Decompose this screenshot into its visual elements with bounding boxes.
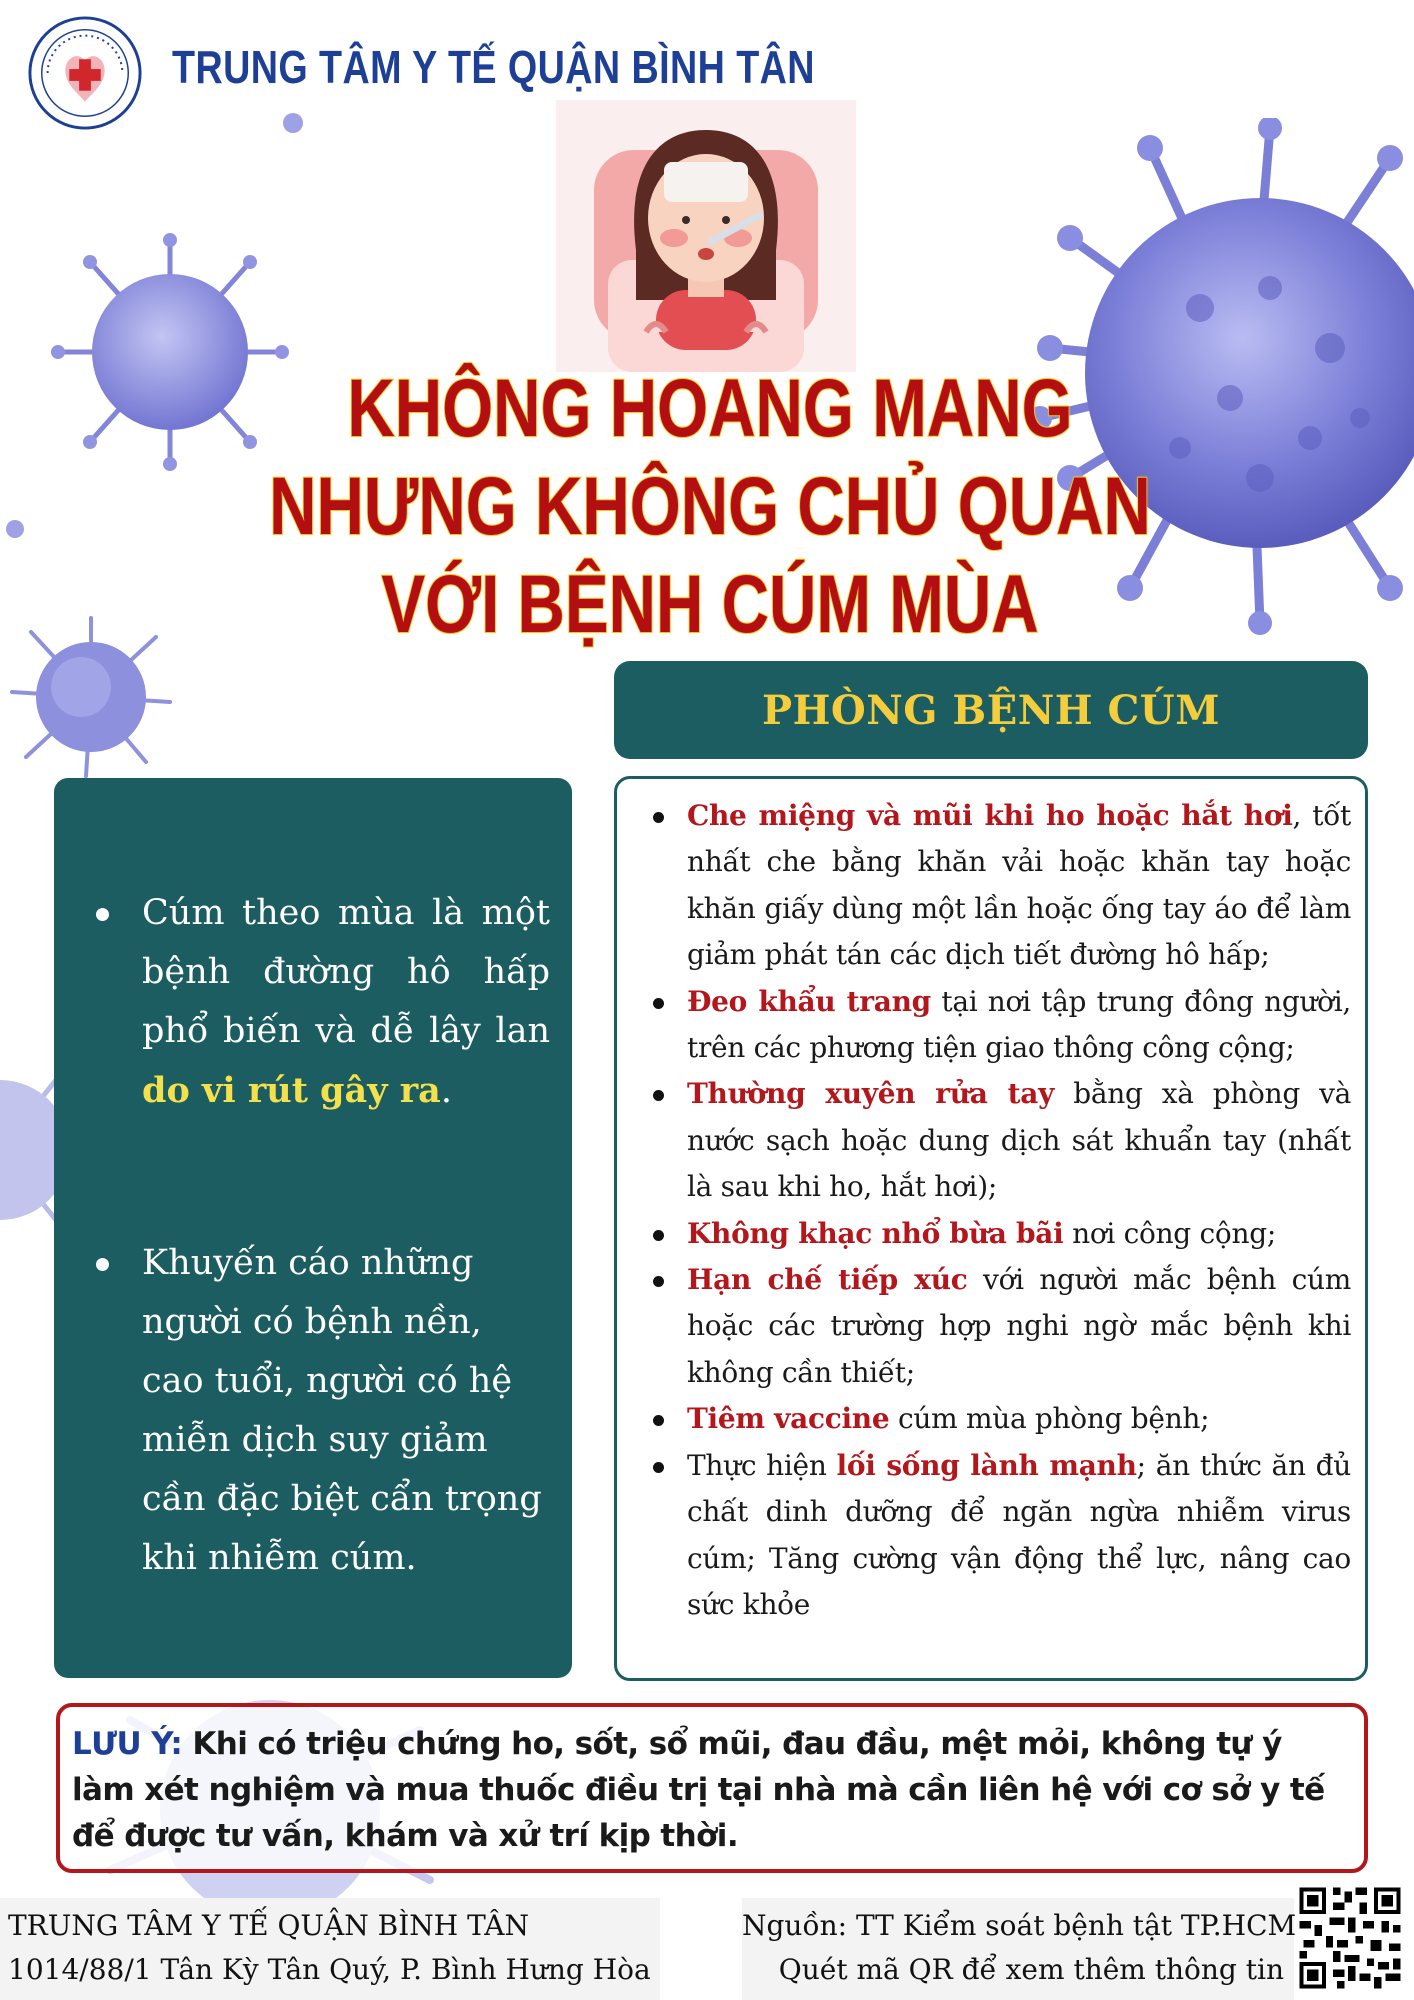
sick-girl-thermometer-icon bbox=[556, 100, 856, 372]
warning-label: LƯU Ý: bbox=[72, 1726, 183, 1762]
prevention-text: Thực hiện bbox=[687, 1448, 837, 1482]
prevention-keyword: Tiêm vaccine bbox=[687, 1402, 890, 1436]
prevention-text: tại nơi tập trung đông người, trên các phương tiện giao thông công cộng; bbox=[687, 984, 1351, 1065]
headline-line: KHÔNG HOANG MANG bbox=[347, 363, 1073, 454]
prevention-keyword: lối sống lành mạnh bbox=[836, 1448, 1137, 1482]
org-title: TRUNG TÂM Y TẾ QUẬN BÌNH TÂN bbox=[172, 41, 815, 93]
prevention-text: bằng xà phòng và nước sạch hoặc dung dịch sát khuẩn tay (nhất là sau khi ho, hắt hơi); bbox=[687, 1077, 1352, 1204]
prevention-keyword: Che miệng và mũi khi ho hoặc hắt hơi bbox=[687, 799, 1293, 832]
warning-text: Khi có triệu chứng ho, sốt, sổ mũi, đau đầu, mệt mỏi, không tự ý làm xét nghiệm và mua thuốc điều trị tại nhà mà cần liên hệ với cơ sở y tế để được tư vấn, khám và xử trí kịp thời. bbox=[72, 1726, 1325, 1854]
flu-info-box bbox=[54, 778, 572, 1678]
flu-info-text: Cúm theo mùa là một bệnh đường hô hấp phổ biến và dễ lây lan bbox=[142, 893, 550, 1051]
list-item bbox=[631, 1257, 1351, 1396]
list-item bbox=[631, 793, 1351, 979]
medical-center-logo-icon bbox=[26, 14, 144, 132]
footer-org-name: TRUNG TÂM Y TẾ QUẬN BÌNH TÂN bbox=[8, 1909, 529, 1942]
headline bbox=[130, 360, 1290, 654]
prevention-section-header bbox=[614, 661, 1368, 759]
footer-address: 1014/88/1 Tân Kỳ Tân Quý, P. Bình Hưng Hòa bbox=[8, 1953, 651, 1986]
footer-qr-hint: Quét mã QR để xem thêm thông tin bbox=[778, 1953, 1284, 1986]
footer-source bbox=[742, 1898, 1297, 2000]
virus-tiny-icon bbox=[2, 516, 28, 542]
virus-tiny-icon bbox=[278, 108, 308, 138]
list-item bbox=[631, 1211, 1351, 1257]
list-item bbox=[100, 1234, 550, 1588]
flu-info-highlight: do vi rút gây ra bbox=[142, 1070, 441, 1111]
prevention-text: nơi công cộng; bbox=[1063, 1216, 1276, 1250]
prevention-box bbox=[614, 776, 1368, 1681]
prevention-text: ; ăn thức ăn đủ chất dinh dưỡng để ngăn ngừa nhiễm virus cúm; Tăng cường vận động thể lực, nâng cao sức khỏe bbox=[687, 1448, 1351, 1621]
headline-line: VỚI BỆNH CÚM MÙA bbox=[381, 559, 1039, 650]
list-item bbox=[100, 884, 550, 1121]
list-item bbox=[631, 1443, 1351, 1629]
list-item bbox=[631, 1071, 1351, 1210]
prevention-text: cúm mùa phòng bệnh; bbox=[889, 1402, 1210, 1436]
flu-info-tail: . bbox=[440, 1071, 452, 1111]
list-item bbox=[631, 979, 1351, 1072]
prevention-keyword: Không khạc nhổ bừa bãi bbox=[687, 1216, 1064, 1250]
headline-line: NHƯNG KHÔNG CHỦ QUAN bbox=[269, 461, 1151, 552]
prevention-title: PHÒNG BỆNH CÚM bbox=[762, 686, 1220, 734]
prevention-keyword: Hạn chế tiếp xúc bbox=[687, 1263, 968, 1297]
prevention-list bbox=[631, 793, 1351, 1628]
footer-source-text: Nguồn: TT Kiểm soát bệnh tật TP.HCM bbox=[742, 1909, 1297, 1942]
list-item bbox=[631, 1396, 1351, 1442]
prevention-keyword: Đeo khẩu trang bbox=[687, 984, 931, 1018]
warning-note bbox=[56, 1703, 1368, 1873]
footer-contact bbox=[0, 1898, 660, 2000]
qr-code-icon[interactable] bbox=[1296, 1884, 1404, 1992]
prevention-text: , tốt nhất che bằng khăn vải hoặc khăn tay hoặc khăn giấy dùng một lần hoặc ống tay áo để làm giảm phát tán các dịch tiết đường hô hấp; bbox=[687, 799, 1351, 972]
prevention-text: với người mắc bệnh cúm hoặc các trường hợp nghi ngờ mắc bệnh khi không cần thiết; bbox=[687, 1263, 1352, 1389]
prevention-keyword: Thường xuyên rửa tay bbox=[687, 1077, 1055, 1111]
flu-advice-text: Khuyến cáo những người có bệnh nền, cao tuổi, người có hệ miễn dịch suy giảm cần đặc biệt cẩn trọng khi nhiễm cúm. bbox=[142, 1243, 542, 1578]
